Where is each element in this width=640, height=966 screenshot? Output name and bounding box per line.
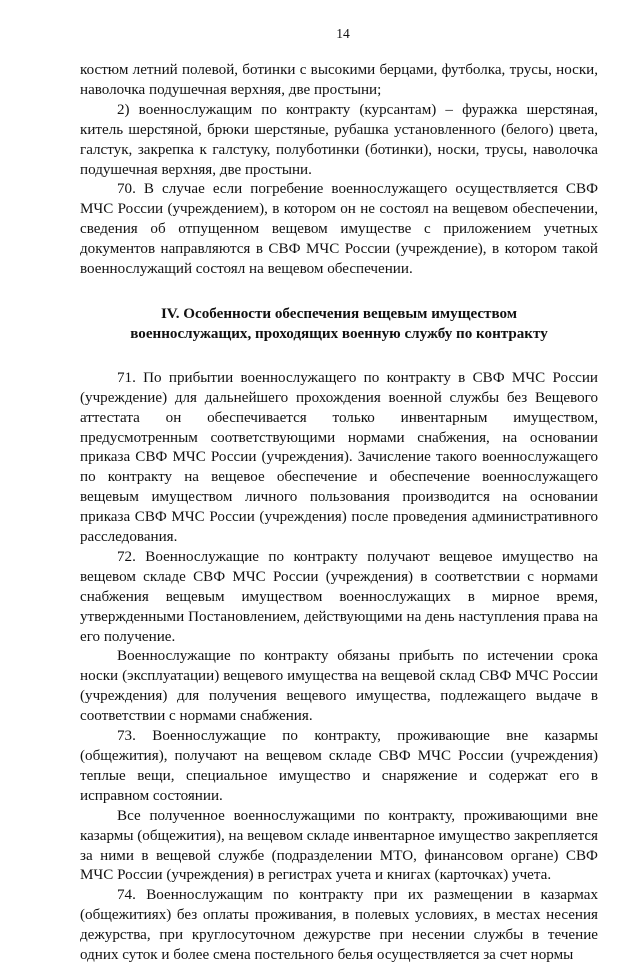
page-number: 14 [336,26,350,41]
paragraph-71: 71. По прибытии военнослужащего по контракту в СВФ МЧС России (учреждение) для дальнейшего прохождения военной службы без Вещевого аттестата он обеспечивается только инвентарным имуществом, предусмотренным соответствующими нормами снабжения, на основании приказа СВФ МЧС России (учреждения). Зачисление такого военнослужащего по контракту на вещевое обеспечение и обеспечение военнослужащего вещевым имуществом личного пользования производится на основании приказа СВФ МЧС России (учреждения) после проведения административного расследования. [80,369,598,546]
paragraph-73: 73. Военнослужащие по контракту, проживающие вне казармы (общежития), получают на вещевом складе СВФ МЧС России (учреждения) теплые вещи, специальное имущество и снаряжение и содержат его в исправном состоянии. [80,728,598,804]
section-heading-line-1: IV. Особенности обеспечения вещевым имуществом [160,305,518,322]
paragraph-74: 74. Военнослужащим по контракту при их размещении в казармах (общежитиях) без оплаты проживания, в полевых условиях, в местах несения дежурства, при круглосуточном дежурстве при несении службы в течение одних суток и более смена постельного белья осуществляется за счет нормы [80,887,598,964]
paragraph-72: 72. Военнослужащие по контракту получают вещевое имущество на вещевом складе СВФ МЧС России (учреждения) в соответствии с нормами снабжения вещевым имуществом военнослужащих в мирное время, утвержденными Постановлением, действующими на день наступления права на его получение. [80,548,598,645]
section-heading [80,305,598,345]
paragraph-72-obligation: Военнослужащие по контракту обязаны прибыть по истечении срока носки (эксплуатации) вещевого имущества на вещевой склад СВФ МЧС России (учреждения) для получения вещевого имущества, подлежащего выдаче в соответствии с нормами снабжения. [80,648,598,725]
paragraph-continuation: костюм летний полевой, ботинки с высокими берцами, футболка, трусы, носки, наволочка подушечная верхняя, две простыни; [80,62,598,98]
paragraph-73-inventory: Все полученное военнослужащими по контракту, проживающими вне казармы (общежития), на вещевом складе инвентарное имущество закрепляется за ними в вещевой службе (подразделении МТО, финансовом органе) СВФ МЧС России (учреждения) в регистрах учета и книгах (карточках) учета. [80,807,598,884]
paragraph-item-2: 2) военнослужащим по контракту (курсантам) – фуражка шерстяная, китель шерстяной, брюки шерстяные, рубашка установленного (белого) цвета, галстук, закрепка к галстуку, полуботинки (ботинки), носки, трусы, наволочка подушечная верхняя, две простыни. [80,101,598,178]
paragraph-70: 70. В случае если погребение военнослужащего осуществляется СВФ МЧС России (учреждением), в котором он не состоял на вещевом обеспечении, сведения об отпущенном вещевом имуществе с приложением учетных документов направляются в СВФ МЧС России (учреждение), в котором такой военнослужащий состоял на вещевом обеспечении. [80,181,598,278]
section-heading-line-2: военнослужащих, проходящих военную службу по контракту [130,325,548,342]
